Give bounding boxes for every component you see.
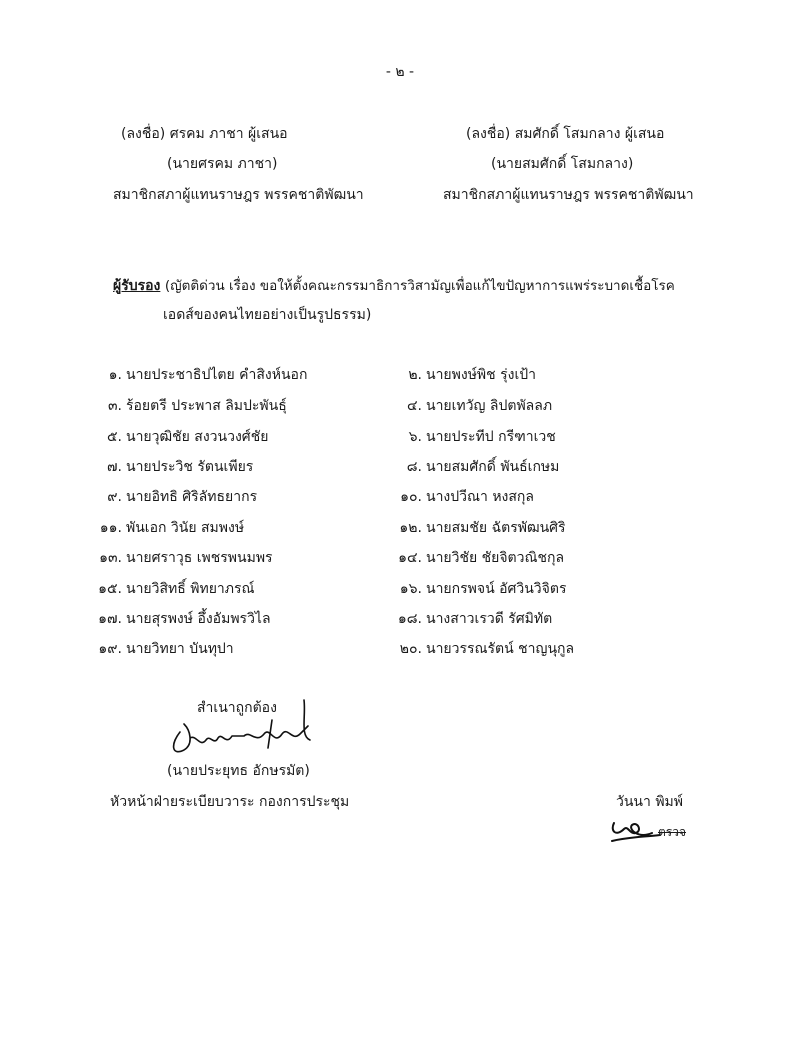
endorsers-subject-text: (ญัตติด่วน เรื่อง ขอให้ตั้งคณะกรรมาธิการวิสามัญเพื่อแก้ไขปัญหาการแพร่ระบาดเชื้อโรค [164,278,675,294]
list-item-name: นายประชาธิปไตย คำสิงห์นอก [126,367,308,383]
list-item [394,608,552,630]
list-item-name: นายวิชัย ชัยจิตวณิชกุล [426,550,565,566]
list-item [394,638,574,660]
proposer-1-title: สมาชิกสภาผู้แทนราษฎร พรรคชาติพัฒนา [113,187,364,203]
list-item-name: นายอิทธิ ศิริลัทธยากร [126,489,258,505]
list-item-name: ร้อยตรี ประพาส ลิมปะพันธุ์ [126,398,287,414]
list-item-name: นางปวีณา หงสกุล [426,489,534,505]
list-item-number: ๑๘. [397,611,422,627]
checked-by-label: ตรวจ [658,825,687,839]
list-item-number: ๑๕. [98,581,122,597]
list-item-number: ๒๐. [399,641,422,657]
list-item-number: ๑๓. [99,550,122,566]
proposer-1-name: (นายศรคม ภาชา) [167,156,278,172]
list-item [94,578,255,600]
handwritten-signature [160,690,330,760]
list-item [394,517,566,539]
proposer-2-sign-line: (ลงชื่อ) สมศักดิ์ โสมกลาง ผู้เสนอ [466,126,665,142]
list-item [394,578,567,600]
list-item [94,486,257,508]
list-item-number: ๑๒. [399,520,422,536]
list-item [94,517,244,539]
list-item-number: ๘. [406,459,422,475]
list-item-name: นางสาวเรวดี รัศมิทัต [426,611,553,627]
list-item [94,426,268,448]
list-item [394,456,559,478]
list-item-name: นายสมศักดิ์ พันธ์เกษม [426,459,560,475]
list-item-name: นายวิทยา บันทุปา [126,641,234,657]
list-item-number: ๑. [108,367,122,383]
list-item-number: ๗. [107,459,122,475]
endorsers-subject-line-1 [113,274,675,297]
list-item-name: นายสุรพงษ์ อึ้งอัมพรวิไล [126,611,271,627]
certified-copy-text: สำเนาถูกต้อง [197,700,277,716]
list-item-number: ๕. [106,429,122,445]
list-item-name: พันเอก วินัย สมพงษ์ [126,520,245,536]
list-item-number: ๒. [408,367,422,383]
list-item-number: ๑๖. [399,581,422,597]
list-item [394,426,556,448]
certifier-position: หัวหน้าฝ่ายระเบียบวาระ กองการประชุม [110,794,350,810]
list-item-name: นายวรรณรัตน์ ชาญนุกูล [426,641,575,657]
list-item [394,395,552,417]
page-number: - ๒ - [385,64,415,80]
proposer-2-title: สมาชิกสภาผู้แทนราษฎร พรรคชาติพัฒนา [443,187,694,203]
list-item [394,486,534,508]
list-item-name: นายเทวัญ ลิปตพัลลภ [426,398,553,414]
list-item-number: ๑๗. [98,611,122,627]
list-item-name: นายวุฒิชัย สงวนวงศ์ชัย [126,429,269,445]
list-item-name: นายศราวุธ เพชรพนมพร [126,550,273,566]
list-item-name: นายวิสิทธิ์ พิทยาภรณ์ [126,581,255,597]
list-item-number: ๑๙. [98,641,122,657]
list-item-number: ๑๐. [400,489,422,505]
list-item [94,395,287,417]
list-item [94,608,271,630]
endorsers-subject-line-2: เอดส์ของคนไทยอย่างเป็นรูปธรรม) [163,307,372,323]
proposer-2-name: (นายสมศักดิ์ โสมกลาง) [491,156,634,172]
list-item-name: นายสมชัย ฉัตรพัฒนศิริ [426,520,566,536]
list-item-name: นายประทีป กรีฑาเวช [426,429,556,445]
typed-by: วันนา พิมพ์ [616,794,683,810]
list-item-number: ๓. [107,398,122,414]
list-item [94,456,253,478]
list-item-name: นายพงษ์พิช รุ่งเป้า [426,367,536,383]
list-item-number: ๖. [408,429,422,445]
list-item-number: ๙. [107,489,122,505]
proposer-1-sign-line: (ลงชื่อ) ศรคม ภาชา ผู้เสนอ [121,126,288,142]
list-item [94,547,273,569]
certifier-name: (นายประยุทธ อักษรมัต) [167,763,310,779]
list-item-number: ๑๔. [398,550,422,566]
list-item [394,547,564,569]
endorsers-heading: ผู้รับรอง [113,278,161,294]
list-item-number: ๑๑. [99,520,122,536]
list-item-name: นายกรพจน์ อัศวินวิจิตร [426,581,567,597]
list-item-name: นายประวิช รัตนเพียร [126,459,254,475]
list-item [394,364,536,386]
list-item-number: ๔. [406,398,422,414]
list-item [94,364,307,386]
list-item [94,638,234,660]
